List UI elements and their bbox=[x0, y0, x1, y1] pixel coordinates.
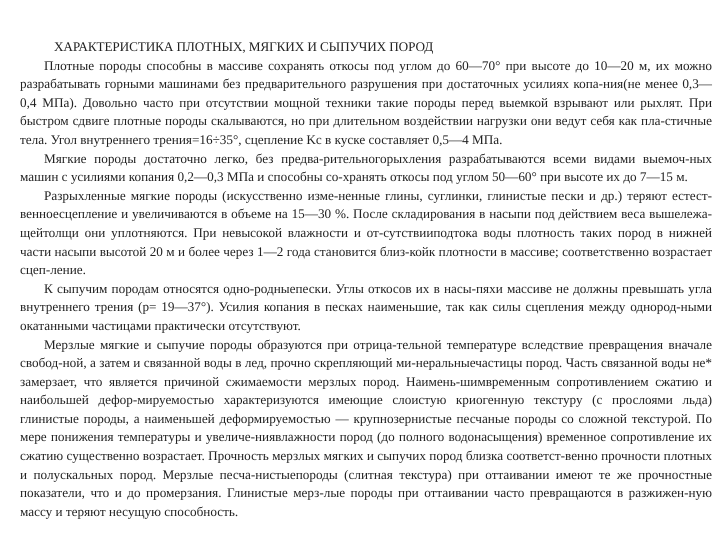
paragraph-dense-rocks: Плотные породы способны в массиве сохранять откосы под углом до 60—70° при высоте до 10—20 м, их можно разрабатывать горными машинами без предварительного разрушения при достаточных усилиях копа-ния(не менее 0,3—0,4 МПа). Довольно часто при отсутствии мощной техники такие породы перед выемкой взрывают или рыхлят. При быстром сдвиге плотные породы скалываются, но при длительном воздействии нагрузки они ведут себя как пла-стичные тела. Угол внутреннего трения=16÷35°, сцепление Kс в куске составляет 0,5—4 МПа. bbox=[20, 57, 712, 147]
document-title: ХАРАКТЕРИСТИКА ПЛОТНЫХ, МЯГКИХ И СЫПУЧИХ ПОРОД bbox=[54, 39, 434, 54]
paragraph-frozen-rocks: Мерзлые мягкие и сыпучие породы образуются при отрица-тельной температуре вследствие превращения вначале свобод-ной, а затем и связанной воды в лед, прочно скрепляющий ми-неральныечастицы пород. Часть связанной воды не* замерзает, что является причиной сжимаемости мерзлых пород. Наимень-шимвременным сопротивлением сжатию и наибольшей дефор-мируемостью характеризуются имеющие слоистую криогенную текстуру (с прослоями льда) глинистые породы, а наименьшей деформируемостью — крупнозернистые песчаные породы со сложной текстурой. По мере понижения температуры и увеличе-ниявлажности пород (до полного водонасыщения) временное сопротивление их сжатию существенно возрастает. Прочность мерзлых мягких и сыпучих пород близка соответст-венно прочности плотных и полускальных пород. Мерзлые песча-нистыепороды (слитная текстура) при оттаивании имеют те же прочностные показатели, что и до промерзания. Глинистые мерз-лые породы при оттаивании часто превращаются в разжижен-ную массу и теряют несущую способность. bbox=[20, 336, 712, 519]
document-body bbox=[20, 38, 712, 521]
paragraph-loose-rocks: К сыпучим породам относятся одно-родныепески. Углы откосов их в насы-пяхи массиве не должны превышать угла внутреннего трения (р= 19—37°). Усилия копания в песках наименьшие, так как силы сцепления между однород-ными окатанными частицами практически отсутствуют. bbox=[20, 280, 712, 333]
paragraph-loosened-soft-rocks: Разрыхленные мягкие породы (искусственно изме-ненные глины, суглинки, глинистые пески и др.) теряют естест-венноесцепление и увеличиваются в объеме на 15—30 %. После складирования в насыпи под действием веса вышележа-щейтолщи они уплотняются. При невысокой влажности и от-сутствииподтока воды плотность таких пород в нижней части насыпи высотой 20 м и более через 1—2 года становится близ-койк плотности в массиве; соответственно возрастает сцеп-ление. bbox=[20, 187, 712, 278]
paragraph-soft-rocks: Мягкие породы достаточно легко, без предва-рительногорыхления разрабатываются всеми видами выемоч-ных машин с усилиями копания 0,2—0,3 МПа и способны со-хранять откосы под углом 50—60° при высоте их до 7—15 м. bbox=[20, 150, 712, 185]
